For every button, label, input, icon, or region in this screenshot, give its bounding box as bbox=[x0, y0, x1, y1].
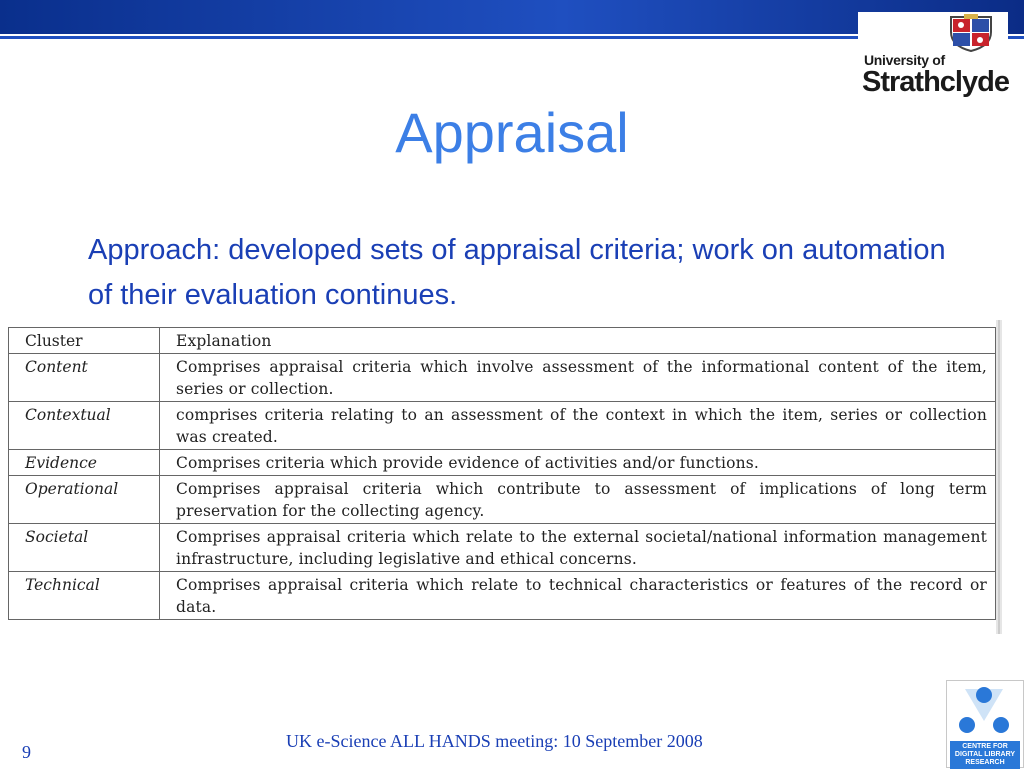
table-header-row bbox=[9, 328, 996, 354]
table-row bbox=[9, 572, 996, 620]
explanation-cell: Comprises appraisal criteria which relate to the external societal/national information management infrastructure, including legislative and ethical concerns. bbox=[160, 524, 996, 572]
cluster-cell: Content bbox=[9, 354, 160, 402]
explanation-cell: Comprises criteria which provide evidence of activities and/or functions. bbox=[160, 450, 996, 476]
university-logo-line1: University of bbox=[864, 52, 945, 68]
header-explanation: Explanation bbox=[160, 328, 996, 354]
table-row bbox=[9, 524, 996, 572]
cdlr-logo-icon bbox=[947, 681, 1023, 741]
university-crest-icon bbox=[948, 14, 994, 52]
cdlr-logo bbox=[946, 680, 1024, 768]
explanation-cell: Comprises appraisal criteria which contribute to assessment of implications of long term preservation for the collecting agency. bbox=[160, 476, 996, 524]
cluster-cell: Contextual bbox=[9, 402, 160, 450]
footer-meeting: UK e-Science ALL HANDS meeting: 10 September 2008 bbox=[286, 731, 703, 751]
explanation-cell: comprises criteria relating to an assessment of the context in which the item, series or collection was created. bbox=[160, 402, 996, 450]
approach-text: Approach: developed sets of appraisal criteria; work on automation of their evaluation continues. bbox=[88, 234, 946, 311]
cluster-cell: Technical bbox=[9, 572, 160, 620]
explanation-cell: Comprises appraisal criteria which relate to technical characteristics or features of the record or data. bbox=[160, 572, 996, 620]
cluster-cell: Operational bbox=[9, 476, 160, 524]
slide-title: Appraisal bbox=[395, 101, 629, 164]
cluster-cell: Evidence bbox=[9, 450, 160, 476]
explanation-cell: Comprises appraisal criteria which involve assessment of the informational content of the item, series or collection. bbox=[160, 354, 996, 402]
cdlr-logo-text: CENTRE FOR DIGITAL LIBRARY RESEARCH bbox=[950, 741, 1020, 769]
header-cluster: Cluster bbox=[9, 328, 160, 354]
table-row bbox=[9, 354, 996, 402]
cluster-cell: Societal bbox=[9, 524, 160, 572]
page-number: 9 bbox=[22, 742, 31, 762]
table-side-rule bbox=[996, 320, 1002, 634]
table-row bbox=[9, 402, 996, 450]
university-logo bbox=[858, 12, 1008, 102]
table-row bbox=[9, 450, 996, 476]
criteria-table bbox=[8, 327, 996, 620]
appraisal-table bbox=[8, 327, 996, 620]
university-logo-line2: Strathclyde bbox=[862, 66, 1009, 98]
table-row bbox=[9, 476, 996, 524]
